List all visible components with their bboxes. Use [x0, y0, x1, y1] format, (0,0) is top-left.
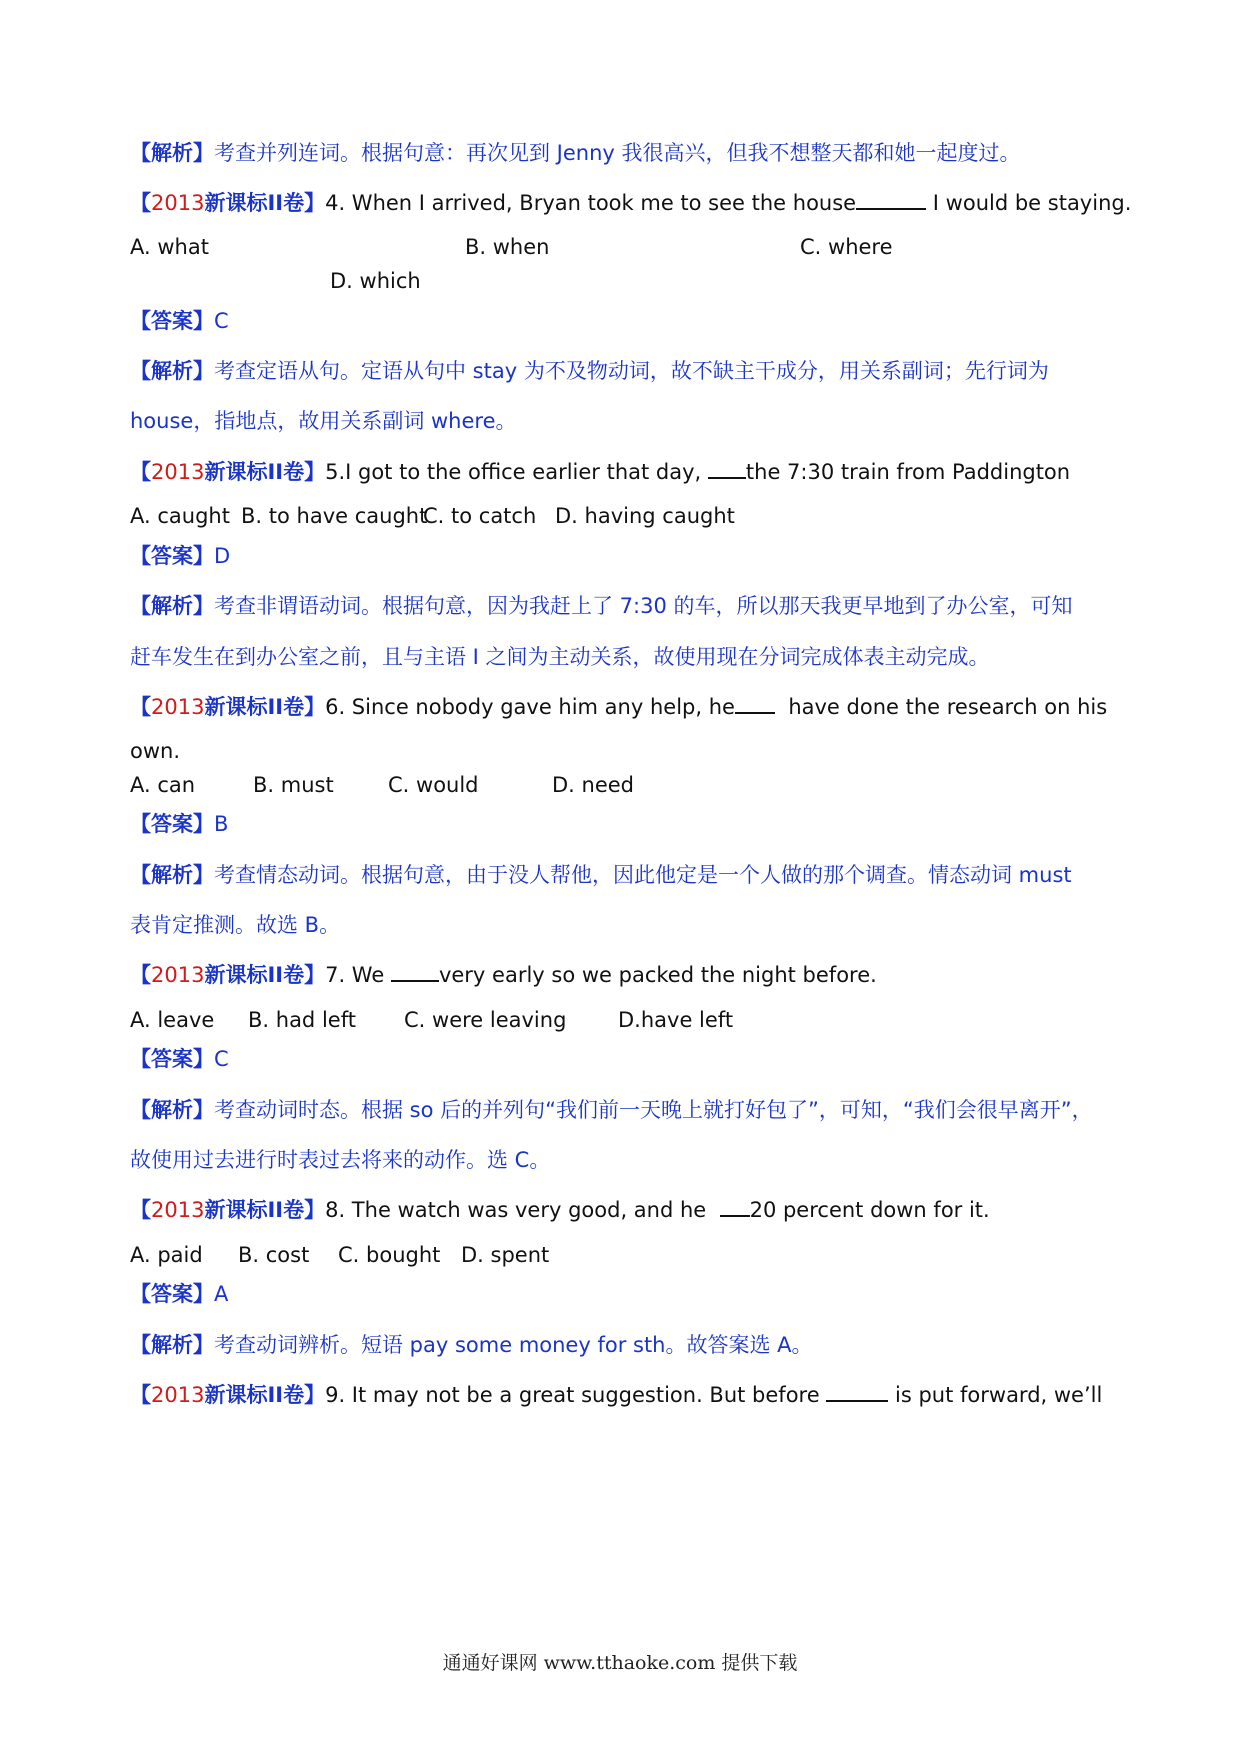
q6-stem: 【2013新课标II卷】6. Since nobody gave him any help, he have done the research on his: [130, 695, 1108, 719]
answer-blank: [720, 1197, 750, 1217]
q8-option-d: D. spent: [461, 1243, 550, 1267]
q4-option-d: D. which: [330, 269, 421, 293]
q7-option-a: A. leave: [130, 1008, 215, 1032]
answer-blank: [391, 962, 439, 982]
q9-stem: 【2013新课标II卷】9. It may not be a great suggestion. But before is put forward, we’ll: [130, 1383, 1103, 1407]
q3-analysis: 【解析】考查并列连词。根据句意：再次见到 Jenny 我很高兴，但我不想整天都和她一起度过。: [130, 141, 1021, 165]
q6-stem-cont: own.: [130, 739, 181, 763]
q7-analysis: 【解析】考查动词时态。根据 so 后的并列句“我们前一天晚上就打好包了”，可知，“我们会很早离开”，: [130, 1098, 1093, 1122]
q7-answer: 【答案】C: [130, 1047, 229, 1071]
q4-option-c: C. where: [800, 235, 893, 259]
q6-option-c: C. would: [388, 773, 479, 797]
q5-option-d: D. having caught: [555, 504, 735, 528]
q6-answer: 【答案】B: [130, 812, 229, 836]
q6-option-a: A. can: [130, 773, 196, 797]
q4-stem: 【2013新课标II卷】4. When I arrived, Bryan took me to see the house I would be staying.: [130, 191, 1132, 215]
q8-option-c: C. bought: [338, 1243, 441, 1267]
q5-option-b: B. to have caught: [241, 504, 428, 528]
q7-option-c: C. were leaving: [404, 1008, 567, 1032]
q4-analysis: 【解析】考查定语从句。定语从句中 stay 为不及物动词，故不缺主干成分，用关系副词；先行词为: [130, 359, 1049, 383]
page-footer: 通通好课网 www.tthaoke.com 提供下载: [442, 1652, 798, 1674]
answer-blank: [735, 694, 775, 714]
q5-answer: 【答案】D: [130, 544, 231, 568]
q7-stem: 【2013新课标II卷】7. We very early so we packed the night before.: [130, 963, 877, 987]
q5-option-c: C. to catch: [423, 504, 537, 528]
q5-option-a: A. caught: [130, 504, 230, 528]
q5-stem: 【2013新课标II卷】5.I got to the office earlier that day, the 7:30 train from Paddington: [130, 460, 1071, 484]
q7-analysis-cont: 故使用过去进行时表过去将来的动作。选 C。: [130, 1148, 551, 1172]
q6-analysis: 【解析】考查情态动词。根据句意，由于没人帮他，因此他定是一个人做的那个调查。情态动词 must: [130, 863, 1072, 887]
q4-answer: 【答案】C: [130, 309, 229, 333]
answer-blank: [708, 459, 746, 479]
q8-answer: 【答案】A: [130, 1282, 229, 1306]
q6-option-b: B. must: [253, 773, 334, 797]
q6-analysis-cont: 表肯定推测。故选 B。: [130, 913, 341, 937]
answer-blank: [826, 1382, 888, 1402]
q5-analysis: 【解析】考查非谓语动词。根据句意，因为我赶上了 7:30 的车，所以那天我更早地到了办公室，可知: [130, 594, 1073, 618]
q8-stem: 【2013新课标II卷】8. The watch was very good, and he 20 percent down for it.: [130, 1198, 990, 1222]
q4-option-b: B. when: [465, 235, 550, 259]
q4-analysis-cont: house，指地点，故用关系副词 where。: [130, 409, 517, 433]
q6-option-d: D. need: [552, 773, 635, 797]
q8-analysis: 【解析】考查动词辨析。短语 pay some money for sth。故答案选 A。: [130, 1333, 813, 1357]
q7-option-d: D.have left: [618, 1008, 734, 1032]
q5-analysis-cont: 赶车发生在到办公室之前，且与主语 I 之间为主动关系，故使用现在分词完成体表主动完成。: [130, 645, 990, 669]
answer-blank: [856, 190, 926, 210]
q7-option-b: B. had left: [248, 1008, 356, 1032]
q8-option-b: B. cost: [238, 1243, 310, 1267]
q8-option-a: A. paid: [130, 1243, 203, 1267]
q4-option-a: A. what: [130, 235, 209, 259]
